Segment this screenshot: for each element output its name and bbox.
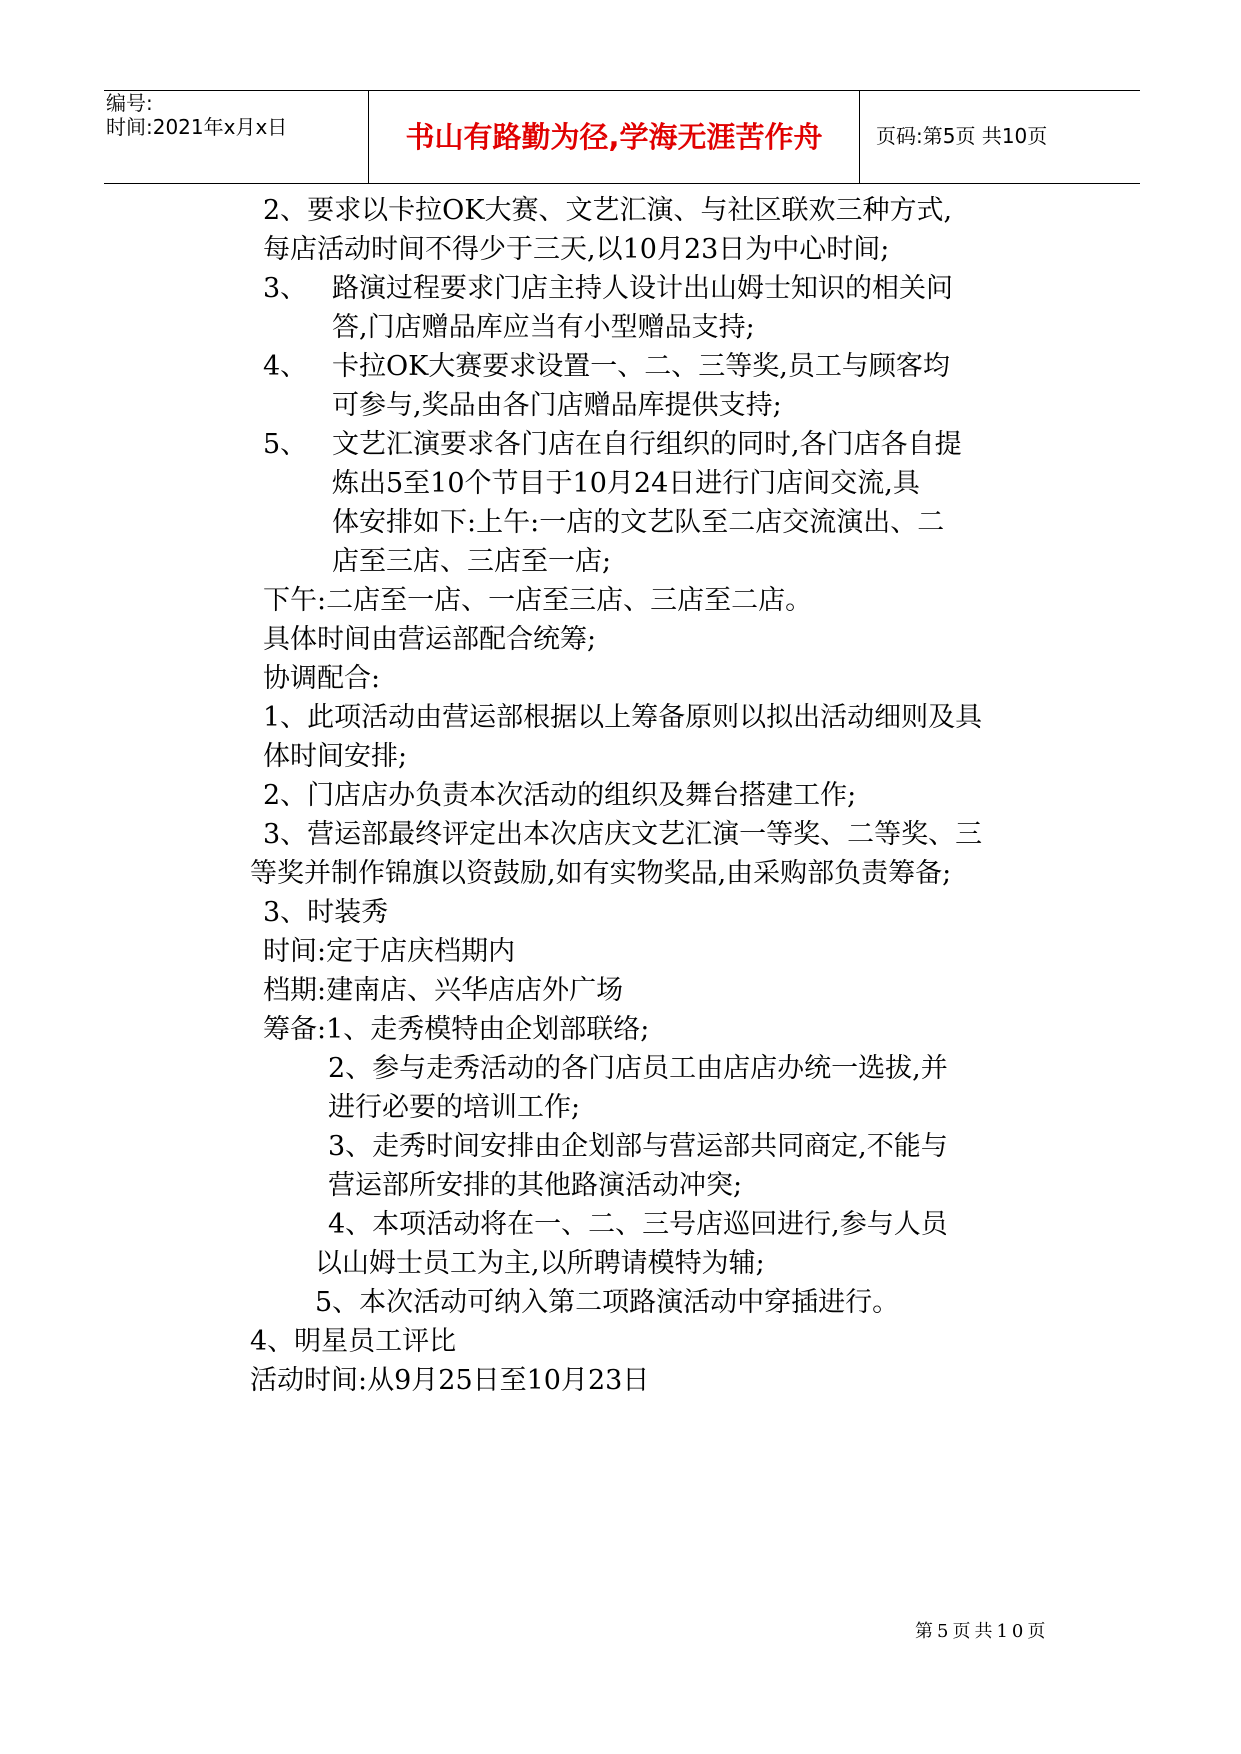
body-line: 路演过程要求门店主持人设计出山姆士知识的相关问	[332, 273, 953, 304]
body-line: 3、营运部最终评定出本次店庆文艺汇演一等奖、二等奖、三	[263, 819, 983, 850]
page-footer: 第5页共10页	[915, 1621, 1050, 1642]
body-line: 体时间安排;	[263, 741, 408, 772]
body-line: 文艺汇演要求各门店在自行组织的同时,各门店各自提	[332, 429, 962, 460]
section-heading: 4、明星员工评比	[250, 1326, 457, 1357]
body-line: 1、此项活动由营运部根据以上筹备原则以拟出活动细则及具	[263, 702, 983, 733]
body-line: 炼出5至10个节目于10月24日进行门店间交流,具	[332, 468, 920, 499]
body-line: 进行必要的培训工作;	[328, 1092, 581, 1123]
body-line: 2、门店店办负责本次活动的组织及舞台搭建工作;	[263, 780, 857, 811]
body-line: 2、要求以卡拉OK大赛、文艺汇演、与社区联欢三种方式,	[263, 195, 953, 226]
body-line: 2、参与走秀活动的各门店员工由店店办统一选拔,并	[328, 1053, 948, 1084]
header-page-number: 页码:第5页 共10页	[876, 124, 1048, 148]
body-line: 以山姆士员工为主,以所聘请模特为辅;	[315, 1248, 765, 1279]
body-line: 营运部所安排的其他路演活动冲突;	[328, 1170, 743, 1201]
body-line: 可参与,奖品由各门店赠品库提供支持;	[332, 390, 782, 421]
body-line: 店至三店、三店至一店;	[332, 546, 612, 577]
list-number: 4、	[263, 351, 308, 382]
header-info-cell	[104, 91, 369, 183]
body-line: 卡拉OK大赛要求设置一、二、三等奖,员工与顾客均	[332, 351, 950, 382]
body-line: 4、本项活动将在一、二、三号店巡回进行,参与人员	[328, 1209, 948, 1240]
body-line: 档期:建南店、兴华店店外广场	[263, 975, 624, 1006]
body-line: 下午:二店至一店、一店至三店、三店至二店。	[263, 585, 813, 616]
page-header	[104, 90, 1140, 184]
body-line: 3、走秀时间安排由企划部与营运部共同商定,不能与	[328, 1131, 948, 1162]
body-line: 等奖并制作锦旗以资鼓励,如有实物奖品,由采购部负责筹备;	[250, 858, 952, 889]
header-motto: 书山有路勤为径,学海无涯苦作舟	[405, 120, 823, 154]
body-line: 答,门店赠品库应当有小型赠品支持;	[332, 312, 755, 343]
document-number-label: 编号:	[106, 91, 153, 115]
section-heading: 3、时装秀	[263, 897, 389, 928]
header-page-cell	[860, 91, 1140, 183]
body-line: 筹备:1、走秀模特由企划部联络;	[263, 1014, 650, 1045]
body-line: 协调配合:	[263, 663, 381, 694]
body-line: 每店活动时间不得少于三天,以10月23日为中心时间;	[263, 234, 890, 265]
list-number: 3、	[263, 273, 308, 304]
header-motto-cell	[369, 91, 860, 183]
body-line: 5、本次活动可纳入第二项路演活动中穿插进行。	[315, 1287, 900, 1318]
body-line: 活动时间:从9月25日至10月23日	[250, 1365, 650, 1396]
body-line: 具体时间由营运部配合统筹;	[263, 624, 597, 655]
body-line: 体安排如下:上午:一店的文艺队至二店交流演出、二	[332, 507, 945, 538]
list-number: 5、	[263, 429, 308, 460]
body-line: 时间:定于店庆档期内	[263, 936, 516, 967]
document-time-label: 时间:2021年x月x日	[106, 115, 288, 139]
